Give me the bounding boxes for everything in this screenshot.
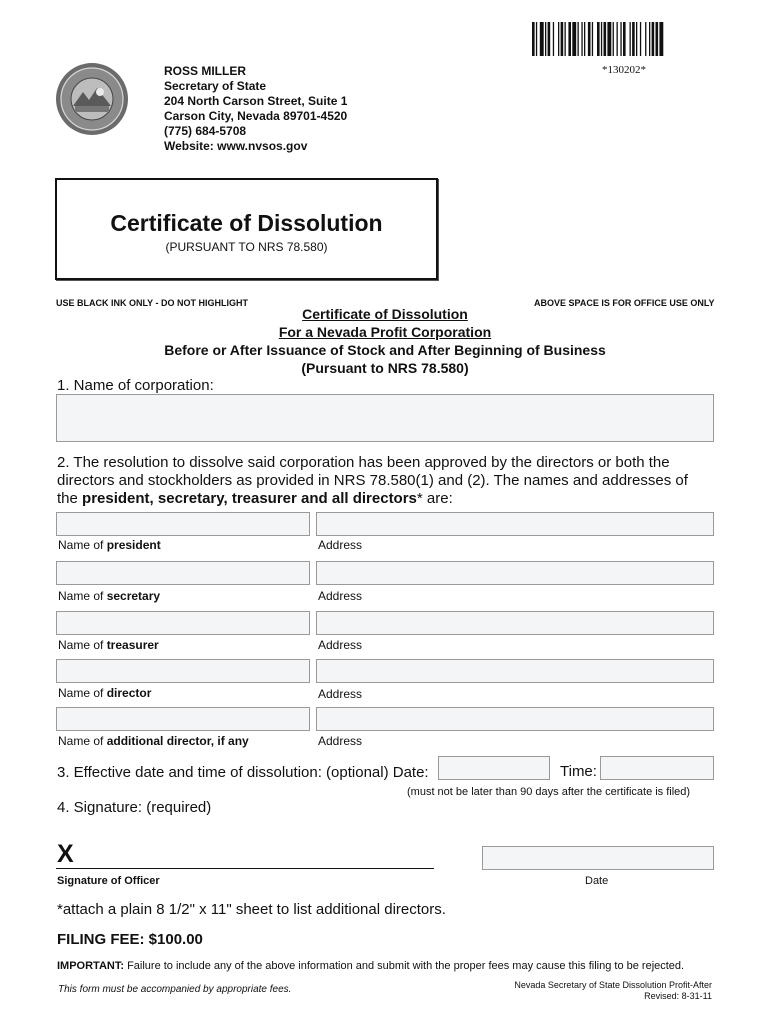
treasurer-address-label: Address: [318, 638, 363, 652]
form-heading-line3: Before or After Issuance of Stock and After Beginning of Business: [164, 342, 606, 358]
office-address-line1: 204 North Carson Street, Suite 1: [164, 94, 348, 108]
barcode-icon: [530, 20, 718, 58]
nevada-seal-icon: [55, 62, 129, 136]
office-address-line2: Carson City, Nevada 89701-4520: [164, 109, 348, 123]
effective-date-note: (must not be later than 90 days after the certificate is filed): [407, 786, 691, 798]
secretary-name-field[interactable]: [56, 561, 310, 585]
form-heading-line4: (Pursuant to NRS 78.580): [301, 360, 469, 376]
secretary-name: ROSS MILLER: [164, 64, 247, 78]
signature-line[interactable]: [56, 868, 434, 869]
form-name: Nevada Secretary of State Dissolution Profit-After: [514, 980, 712, 990]
important-text: Failure to include any of the above information and submit with the proper fees may cause this filing to be rejected.: [124, 960, 685, 972]
resolution-text-prefix: the: [57, 490, 83, 507]
document-number: *130202*: [602, 64, 646, 76]
director-address-field[interactable]: [316, 659, 714, 683]
signature-date-label: Date: [585, 875, 609, 887]
director-address-label: Address: [318, 687, 363, 701]
effective-time-field[interactable]: [600, 756, 714, 780]
officer-role: treasurer: [106, 638, 159, 652]
corporation-name-label: 1. Name of corporation:: [57, 377, 214, 394]
filing-fee: FILING FEE: $100.00: [57, 931, 203, 948]
form-revised-date: Revised: 8-31-11: [644, 991, 712, 1001]
office-use-title-box: [55, 178, 438, 280]
certificate-subtitle: (PURSUANT TO NRS 78.580): [165, 240, 328, 254]
important-notice: [57, 960, 684, 972]
additional-director-address-label: Address: [318, 734, 363, 748]
secretary-address-label: Address: [318, 589, 363, 603]
president-address-label: Address: [318, 538, 363, 552]
officer-role: director: [106, 686, 152, 700]
signature-x-mark: X: [57, 840, 74, 868]
secretary-name-label: [58, 589, 160, 603]
office-use-notice: ABOVE SPACE IS FOR OFFICE USE ONLY: [534, 298, 715, 308]
corporation-name-field[interactable]: [56, 394, 714, 442]
signature-date-field[interactable]: [482, 846, 714, 870]
resolution-text-suffix: * are:: [416, 490, 453, 507]
resolution-text-line2: directors and stockholders as provided in NRS 78.580(1) and (2). The names and addresses of: [57, 472, 688, 489]
officer-role: president: [106, 538, 161, 552]
form-heading-line1: Certificate of Dissolution: [302, 306, 468, 322]
office-address-block: [164, 64, 347, 154]
additional-director-address-field[interactable]: [316, 707, 714, 731]
president-name-field[interactable]: [56, 512, 310, 536]
name-of-prefix: Name of: [58, 638, 107, 652]
fees-note: This form must be accompanied by appropriate fees.: [58, 984, 292, 995]
ink-notice: USE BLACK INK ONLY - DO NOT HIGHLIGHT: [56, 298, 249, 308]
president-address-field[interactable]: [316, 512, 714, 536]
signature-section-label: 4. Signature: (required): [57, 799, 212, 816]
important-label: IMPORTANT:: [57, 960, 125, 972]
signature-of-officer-label: Signature of Officer: [57, 875, 160, 887]
additional-director-name-field[interactable]: [56, 707, 310, 731]
director-name-label: [58, 686, 151, 700]
effective-date-label: 3. Effective date and time of dissolution: (optional) Date:: [57, 764, 429, 781]
name-of-prefix: Name of: [58, 589, 107, 603]
name-of-prefix: Name of: [58, 686, 107, 700]
office-phone: (775) 684-5708: [164, 124, 247, 138]
attach-directors-note: *attach a plain 8 1/2" x 11" sheet to list additional directors.: [57, 901, 446, 918]
officer-role: secretary: [106, 589, 161, 603]
form-heading-line2: For a Nevada Profit Corporation: [278, 324, 492, 340]
secretary-title: Secretary of State: [164, 79, 267, 93]
resolution-text-line1: 2. The resolution to dissolve said corporation has been approved by the directors or both the: [57, 454, 670, 471]
secretary-address-field[interactable]: [316, 561, 714, 585]
name-of-prefix: Name of: [58, 538, 107, 552]
treasurer-address-field[interactable]: [316, 611, 714, 635]
president-name-label: [58, 538, 161, 552]
director-name-field[interactable]: [56, 659, 310, 683]
effective-date-field[interactable]: [438, 756, 550, 780]
resolution-text-line3: [57, 490, 453, 508]
name-of-prefix: Name of: [58, 734, 107, 748]
effective-time-label: Time:: [560, 763, 597, 780]
treasurer-name-field[interactable]: [56, 611, 310, 635]
treasurer-name-label: [58, 638, 159, 652]
office-website: Website: www.nvsos.gov: [164, 139, 308, 153]
officer-role: additional director, if any: [106, 734, 249, 748]
certificate-title: Certificate of Dissolution: [110, 210, 383, 236]
additional-director-name-label: [58, 734, 249, 748]
resolution-officers-text: president, secretary, treasurer and all directors: [82, 490, 417, 507]
